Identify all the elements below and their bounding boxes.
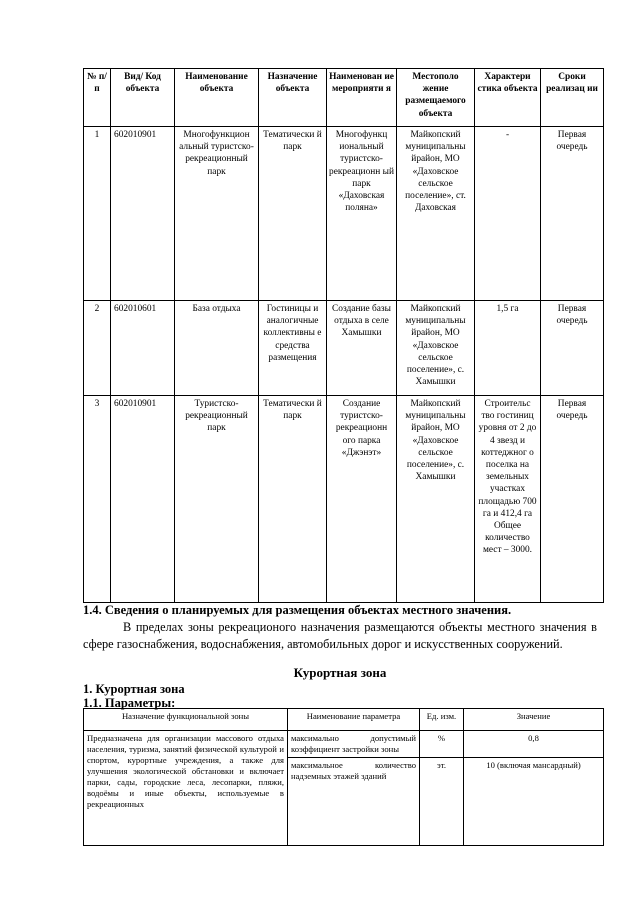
header-cell: Назначение функциональной зоны	[84, 709, 288, 731]
object-code: 602010901	[111, 396, 175, 603]
header-cell: Наименование объекта	[175, 69, 259, 127]
object-location: Майкопский муниципальны йрайон, МО «Даховское сельское поселение», ст. Даховская	[397, 127, 475, 301]
param-unit: эт.	[420, 758, 464, 846]
object-event: Создание туристско-рекреационн ого парка «Джэнэт»	[327, 396, 397, 603]
header-cell: Характери стика объекта	[475, 69, 541, 127]
param-value: 0,8	[464, 731, 604, 758]
params-header-row	[84, 709, 604, 731]
object-characteristic: 1,5 га	[475, 301, 541, 396]
param-unit: %	[420, 731, 464, 758]
header-cell: Назначение объекта	[259, 69, 327, 127]
object-purpose: Тематически й парк	[259, 127, 327, 301]
object-name: Туристско-рекреационный парк	[175, 396, 259, 603]
section-paragraph	[83, 619, 597, 653]
object-purpose: Гостиницы и аналогичные коллективны е средства размещения	[259, 301, 327, 396]
section-heading: 1.4. Сведения о планируемых для размещения объектах местного значения.	[83, 603, 512, 617]
resort-zone-heading: 1. Курортная зона	[83, 682, 185, 696]
header-cell: Наименование параметра	[288, 709, 420, 731]
object-name: База отдыха	[175, 301, 259, 396]
object-location: Майкопский муниципальны йрайон, МО «Даховское сельское поселение», с. Хамышки	[397, 396, 475, 603]
header-cell: Значение	[464, 709, 604, 731]
object-purpose: Тематически й парк	[259, 396, 327, 603]
object-characteristic: -	[475, 127, 541, 301]
table-header-row	[84, 69, 604, 127]
header-cell: Вид/ Код объекта	[111, 69, 175, 127]
table-row	[84, 127, 604, 301]
param-name: максимально допустимый коэффициент застройки зоны	[288, 731, 420, 758]
row-number: 1	[84, 127, 111, 301]
object-code: 602010901	[111, 127, 175, 301]
object-event: Многофункц иональный туристско-рекреационн ый парк «Даховская поляна»	[327, 127, 397, 301]
table-row	[84, 301, 604, 396]
zone-purpose: Предназначена для организации массового отдыха населения, туризма, занятий физической культурой и спортом, курортные учреждения, а также для улучшения экологической обстановки и включает парки, сады, городские леса, лесопарки, пляжи, водоёмы и иные объекты, используемые в рекреационных	[84, 731, 288, 846]
object-code: 602010601	[111, 301, 175, 396]
object-name: Многофункцион альный туристско-рекреационный парк	[175, 127, 259, 301]
object-event: Создание базы отдыха в селе Хамышки	[327, 301, 397, 396]
param-value: 10 (включая мансардный)	[464, 758, 604, 846]
param-name: максимальное количество надземных этажей зданий	[288, 758, 420, 846]
object-term: Первая очередь	[541, 301, 604, 396]
header-cell: Местополо жение размещаемого объекта	[397, 69, 475, 127]
parameters-table	[83, 708, 604, 846]
header-cell: № п/п	[84, 69, 111, 127]
parameters-heading: 1.1. Параметры:	[83, 696, 176, 710]
objects-table	[83, 68, 604, 603]
object-characteristic: Строительс тво гостиниц уровня от 2 до 4 звезд и коттеджног о поселка на земельных участках площадью 700 га и 412,4 га Общее количество мест – 3000.	[475, 396, 541, 603]
row-number: 3	[84, 396, 111, 603]
header-cell: Сроки реализац ии	[541, 69, 604, 127]
paragraph-text: В пределах зоны рекреационого назначения размещаются объекты местного значения в сфере газоснабжения, водоснабжения, автомобильных дорог и искусственных сооружений.	[83, 620, 597, 651]
row-number: 2	[84, 301, 111, 396]
table-row	[84, 731, 604, 758]
object-location: Майкопский муниципальны йрайон, МО «Даховское сельское поселение», с. Хамышки	[397, 301, 475, 396]
object-term: Первая очередь	[541, 396, 604, 603]
table-row	[84, 396, 604, 603]
header-cell: Ед. изм.	[420, 709, 464, 731]
object-term: Первая очередь	[541, 127, 604, 301]
resort-zone-title: Курортная зона	[293, 665, 387, 680]
header-cell: Наименован ие мероприяти я	[327, 69, 397, 127]
